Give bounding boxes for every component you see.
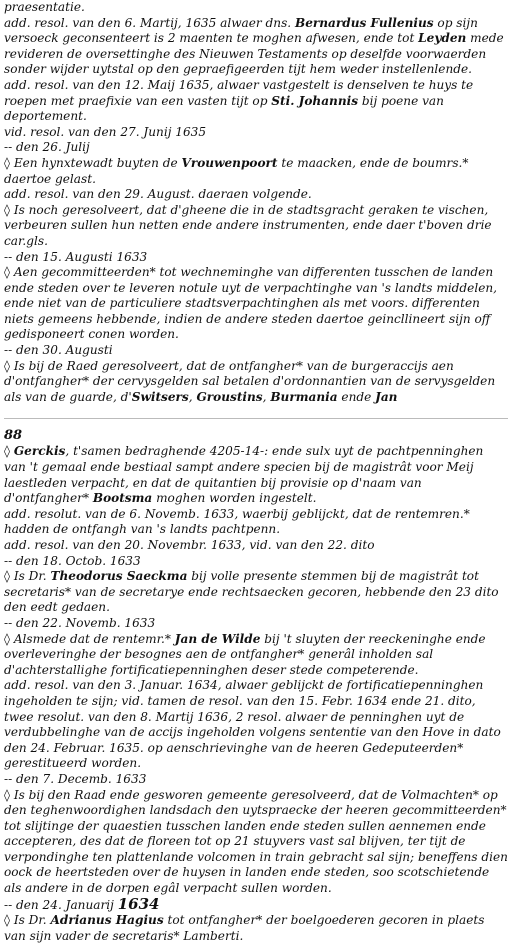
person-name: Groustins: [196, 389, 263, 404]
bottom-section: [4, 444, 508, 944]
date-heading: -- den 30. Augusti: [4, 343, 113, 358]
date-heading: -- den 15. Augusti 1633: [4, 249, 148, 264]
entry: ◊ Is noch geresolveert, dat d'gheene die in de stadtsgracht geraken te vischen, verbeuren sullen hun netten ende andere instrumenten, ende daer t'boven drie car.gls.: [4, 202, 492, 248]
person-name: Switsers: [131, 389, 189, 404]
date-heading: -- den 26. Julij: [4, 140, 90, 155]
entry: ◊ Gerckis, t'samen bedraghende 4205-14-: ende sulx uyt de pachtpenninghen van 't gemaal ende bestiaal sampt andere specien bij de magistrât voor Meij laestleden verpacht, en dat de quitantien bij provisie op d'naam van d'ontfangher* Bootsma moghen worden ingestelt.: [4, 444, 484, 506]
entry: ◊ Is bij den Raad ende gesworen gemeente geresolveerd, dat de Volmachten* op den teghenwoordighen landsdach den uytspraecke der heeren gecommitteerden* tot slijtinge der quaestien tusschen landen ende steden sullen aennemen ende accepteren, des dat de floreen tot op 21 stuyvers vast sal blijven, ter tijt de verpondinghe ten plattenlande volcomen in train gebracht sal sijn; beneffens dien oock de heertsteden over de huysen in landen ende steden, soo scotschietende als andere in de dorpen egâl verpacht sullen worden.: [4, 787, 508, 896]
year-label: 1634: [117, 894, 160, 913]
place-name: Leyden: [418, 31, 467, 46]
paragraph: vid. resol. van den 27. Junij 1635: [4, 124, 207, 139]
entry: ◊ Een hynxtewadt buyten de Vrouwenpoort te maacken, ende de boumrs.* daertoe gelast.: [4, 155, 469, 186]
paragraph: add. resol. van den 29. August. daeraen volgende.: [4, 187, 312, 202]
date-heading: -- den 24. Januarij 1634: [4, 894, 160, 913]
entry: ◊ Alsmede dat de rentemr.* Jan de Wilde bij 't sluyten der reeckeninghe ende overleveringhe der besognes aen de ontfangher* generâl inholden sal d'achterstallighe fortificatiepenninghen deser stede competerende.: [4, 631, 486, 677]
entry: ◊ Is Dr. Adrianus Hagius tot ontfangher* der boelgoederen gecoren in plaets van sijn vader de secretaris* Lamberti.: [4, 913, 485, 943]
top-section: [4, 0, 508, 405]
date-heading: -- den 18. Octob. 1633: [4, 553, 141, 568]
entry: ◊ Aen gecommitteerden* tot wechneminghe van differenten tusschen de landen ende steden over te leveren notule uyt de verpachtinghe van 's landts middelen, ende niet van de particuliere stadtsverpachtinghen als met voors. differenten niets gemeens hebbende, indien de andere steden daertoe geincllineert sijn off gedisponeert conen worden.: [4, 265, 497, 342]
paragraph: add. resol. van den 12. Maij 1635, alwaer vastgestelt is denselven te huys te roepen met praefixie van een vasten tijt op Sti. Johannis bij poene van deportement.: [4, 77, 474, 124]
paragraph: add. resol. van den 3. Januar. 1634, alwaer geblijckt de fortificatiepenninghen ingeholden te sijn; vid. tamen de resol. van den 15. Febr. 1634 ende 21. dito, twee resolut. van den 8. Martij 1636, 2 resol. alwaer de penninghen uyt de verdubbelinghe van de accijs ingeholden volgens sententie van den Hove in dato den 24. Februar. 1635. op aenschrievinghe van de heeren Gedeputeerden* gerestitueerd worden.: [4, 678, 501, 771]
person-name: Bernardus Fullenius: [294, 15, 434, 30]
paragraph: add. resol. van den 20. Novembr. 1633, vid. van den 22. dito: [4, 538, 375, 552]
entry: ◊ Is Dr. Theodorus Saeckma bij volle presente stemmen bij de magistrât tot secretaris* van de secretarye ende rechtsaecken gecoren, hebbende den 23 dito den eedt gedaen.: [4, 569, 499, 615]
person-name: Burmania: [270, 389, 338, 404]
place-name: Vrouwenpoort: [181, 155, 278, 170]
feast-name: Sti. Johannis: [271, 93, 359, 108]
date-heading: -- den 22. Novemb. 1633: [4, 615, 156, 630]
paragraph: add. resol. van den 6. Martij, 1635 alwaer dns. Bernardus Fullenius op sijn versoeck geconsenteert is 2 maenten te moghen afwesen, ende tot Leyden mede revideren de oversettinghe des Nieuwen Testaments op deselfde voorwaerden sonder wijder uytstal op den gepraefigeerden tijt hem weder instellenlende.: [4, 15, 504, 77]
date-heading: -- den 7. Decemb. 1633: [4, 771, 147, 786]
paragraph: praesentatie.: [4, 0, 85, 14]
person-name: Theodorus Saeckma: [50, 569, 188, 584]
entry: ◊ Is bij de Raed geresolveert, dat de ontfangher* van de burgeraccijs aen d'ontfangher* der cervysgelden sal betalen d'ordonnantien van de servysgelden als van de guarde, d'Switsers, Groustins, Burmania ende Jan: [4, 358, 496, 404]
page-number: 88: [4, 428, 23, 444]
person-name: Jan de Wilde: [174, 631, 261, 646]
page-divider: [4, 418, 508, 419]
person-name: Gerckis: [13, 444, 66, 459]
person-name: Bootsma: [92, 491, 153, 506]
person-name: Adrianus Hagius: [50, 913, 164, 928]
paragraph: add. resolut. van de 6. Novemb. 1633, waerbij geblijckt, dat de rentemren.* hadden de ontfangh van 's landts pachtpenn.: [4, 506, 470, 537]
person-name: Jan: [375, 389, 398, 404]
